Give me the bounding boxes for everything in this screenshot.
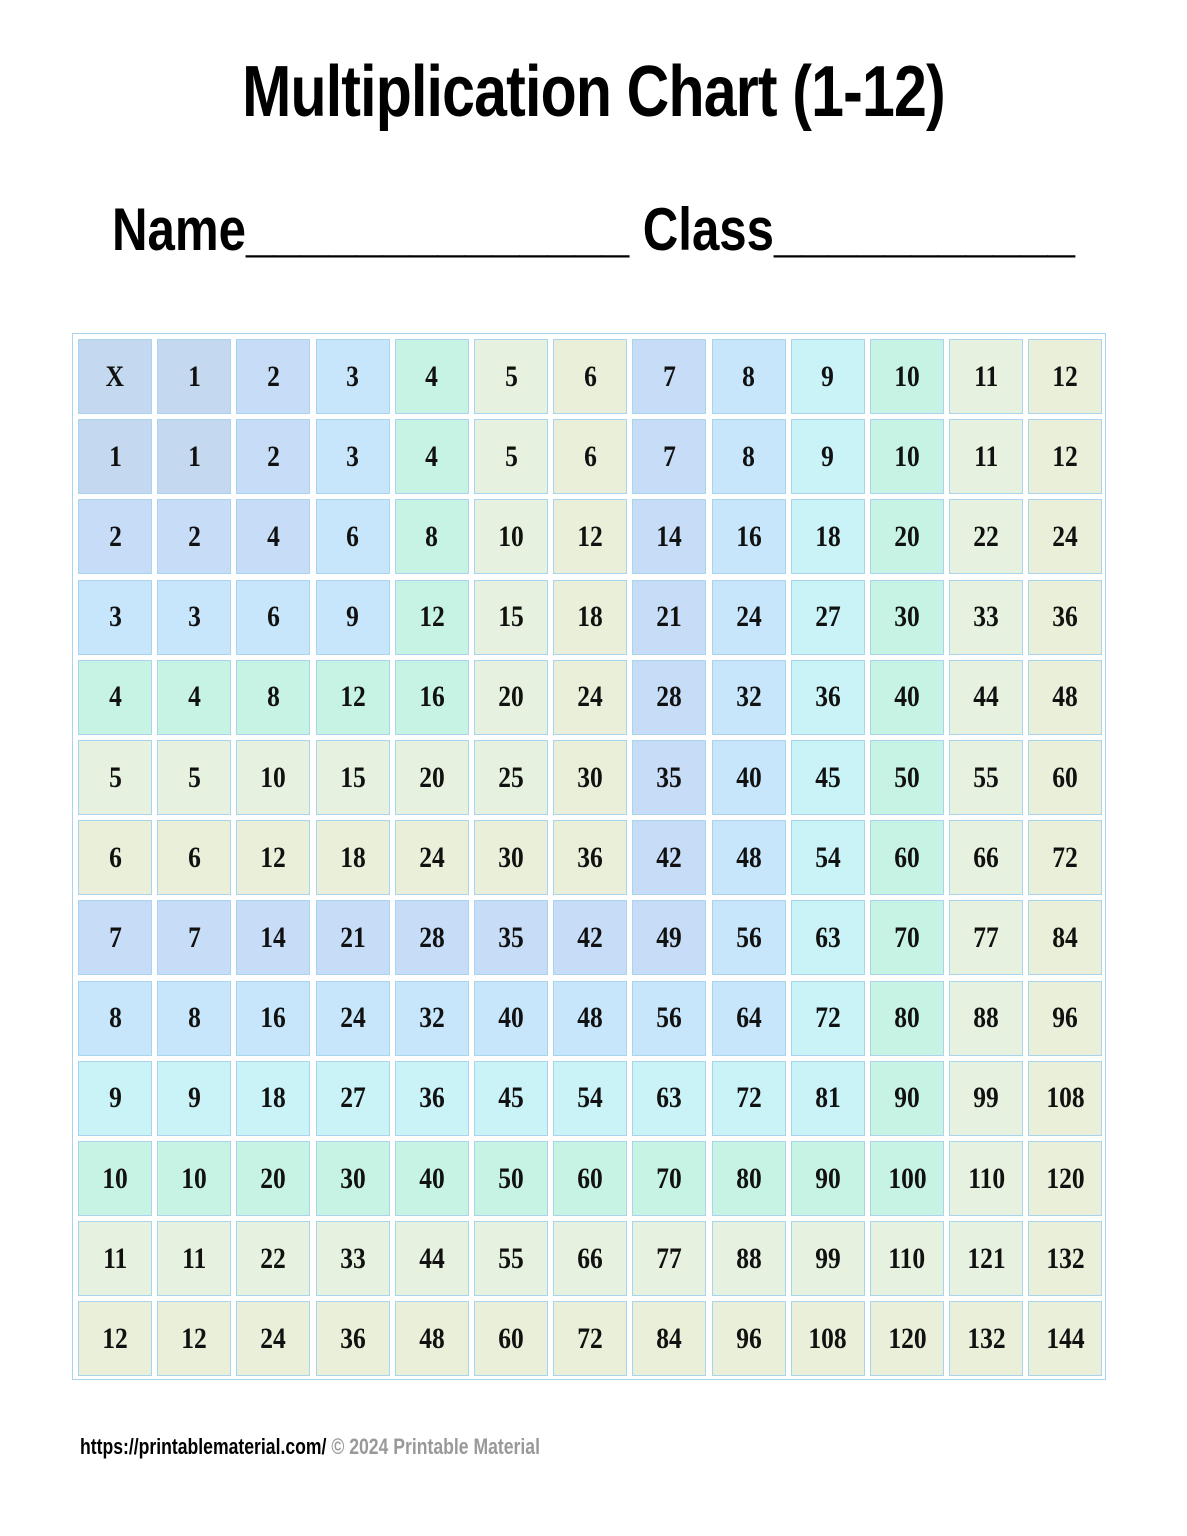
table-cell: 45 — [474, 1061, 548, 1136]
table-cell: 54 — [553, 1061, 627, 1136]
column-header: 11 — [949, 339, 1023, 414]
table-cell: 84 — [632, 1301, 706, 1376]
table-cell: 44 — [949, 660, 1023, 735]
table-cell: 12 — [553, 499, 627, 574]
column-header: 8 — [712, 339, 786, 414]
table-cell: 96 — [712, 1301, 786, 1376]
table-cell: 9 — [316, 580, 390, 655]
table-cell: 24 — [553, 660, 627, 735]
table-cell: 24 — [395, 820, 469, 895]
column-header: 7 — [632, 339, 706, 414]
table-cell: 7 — [632, 419, 706, 494]
table-cell: 36 — [316, 1301, 390, 1376]
column-header: 9 — [791, 339, 865, 414]
table-cell: 60 — [553, 1141, 627, 1216]
table-cell: 72 — [1028, 820, 1102, 895]
table-cell: 8 — [236, 660, 310, 735]
column-header: 10 — [870, 339, 944, 414]
table-cell: 40 — [474, 981, 548, 1056]
table-cell: 24 — [712, 580, 786, 655]
column-header: 12 — [1028, 339, 1102, 414]
column-header: 2 — [236, 339, 310, 414]
table-cell: 132 — [1028, 1221, 1102, 1296]
table-cell: 80 — [870, 981, 944, 1056]
table-cell: 56 — [632, 981, 706, 1056]
table-cell: 70 — [870, 900, 944, 975]
table-cell: 33 — [949, 580, 1023, 655]
table-cell: 10 — [474, 499, 548, 574]
table-cell: 3 — [157, 580, 231, 655]
table-cell: 60 — [474, 1301, 548, 1376]
table-cell: 72 — [712, 1061, 786, 1136]
table-cell: 54 — [791, 820, 865, 895]
table-cell: 11 — [157, 1221, 231, 1296]
table-cell: 60 — [870, 820, 944, 895]
table-cell: 63 — [791, 900, 865, 975]
table-cell: 18 — [553, 580, 627, 655]
table-cell: 30 — [474, 820, 548, 895]
table-cell: 48 — [395, 1301, 469, 1376]
table-cell: 48 — [712, 820, 786, 895]
table-cell: 27 — [316, 1061, 390, 1136]
table-cell: 18 — [316, 820, 390, 895]
table-cell: 32 — [395, 981, 469, 1056]
table-cell: 27 — [791, 580, 865, 655]
table-cell: 28 — [395, 900, 469, 975]
row-header: 3 — [78, 580, 152, 655]
row-header: 10 — [78, 1141, 152, 1216]
table-cell: 32 — [712, 660, 786, 735]
table-cell: 15 — [316, 740, 390, 815]
table-cell: 110 — [949, 1141, 1023, 1216]
row-header: 2 — [78, 499, 152, 574]
row-header: 6 — [78, 820, 152, 895]
table-cell: 24 — [316, 981, 390, 1056]
table-cell: 84 — [1028, 900, 1102, 975]
table-cell: 144 — [1028, 1301, 1102, 1376]
table-cell: 20 — [395, 740, 469, 815]
table-cell: 66 — [949, 820, 1023, 895]
table-cell: 96 — [1028, 981, 1102, 1056]
table-cell: 33 — [316, 1221, 390, 1296]
table-cell: 6 — [236, 580, 310, 655]
column-header: 3 — [316, 339, 390, 414]
table-cell: 9 — [157, 1061, 231, 1136]
table-cell: 50 — [870, 740, 944, 815]
table-cell: 8 — [157, 981, 231, 1056]
footer — [80, 1434, 540, 1460]
table-cell: 40 — [712, 740, 786, 815]
table-cell: 5 — [157, 740, 231, 815]
row-header: 12 — [78, 1301, 152, 1376]
table-cell: 42 — [553, 900, 627, 975]
table-cell: 1 — [157, 419, 231, 494]
table-cell: 22 — [236, 1221, 310, 1296]
footer-url: https://printablematerial.com/ — [80, 1434, 327, 1459]
row-header: 8 — [78, 981, 152, 1056]
row-header: 9 — [78, 1061, 152, 1136]
table-cell: 99 — [791, 1221, 865, 1296]
table-cell: 6 — [553, 419, 627, 494]
table-cell: 56 — [712, 900, 786, 975]
table-cell: 12 — [316, 660, 390, 735]
table-cell: 88 — [949, 981, 1023, 1056]
name-blank: ______________ — [245, 196, 630, 263]
table-cell: 44 — [395, 1221, 469, 1296]
table-cell: 72 — [791, 981, 865, 1056]
row-header: 4 — [78, 660, 152, 735]
table-cell: 108 — [791, 1301, 865, 1376]
table-cell: 4 — [395, 419, 469, 494]
table-cell: 12 — [157, 1301, 231, 1376]
student-fields — [107, 190, 1080, 270]
table-cell: 55 — [474, 1221, 548, 1296]
column-header: 1 — [157, 339, 231, 414]
table-cell: 2 — [157, 499, 231, 574]
table-cell: 90 — [791, 1141, 865, 1216]
table-cell: 72 — [553, 1301, 627, 1376]
table-cell: 63 — [632, 1061, 706, 1136]
table-cell: 4 — [157, 660, 231, 735]
table-cell: 15 — [474, 580, 548, 655]
table-cell: 30 — [316, 1141, 390, 1216]
table-corner: X — [78, 339, 152, 414]
table-cell: 77 — [949, 900, 1023, 975]
table-cell: 10 — [870, 419, 944, 494]
column-header: 5 — [474, 339, 548, 414]
table-cell: 40 — [395, 1141, 469, 1216]
table-cell: 42 — [632, 820, 706, 895]
name-label: Name — [111, 196, 246, 263]
table-cell: 80 — [712, 1141, 786, 1216]
column-header: 4 — [395, 339, 469, 414]
row-header: 7 — [78, 900, 152, 975]
table-cell: 2 — [236, 419, 310, 494]
table-cell: 6 — [316, 499, 390, 574]
row-header: 5 — [78, 740, 152, 815]
table-cell: 3 — [316, 419, 390, 494]
table-cell: 36 — [791, 660, 865, 735]
table-cell: 36 — [395, 1061, 469, 1136]
page-title: Multiplication Chart (1-12) — [242, 52, 945, 132]
table-cell: 12 — [236, 820, 310, 895]
table-cell: 12 — [395, 580, 469, 655]
table-cell: 88 — [712, 1221, 786, 1296]
table-cell: 36 — [1028, 580, 1102, 655]
table-cell: 55 — [949, 740, 1023, 815]
table-cell: 18 — [791, 499, 865, 574]
table-cell: 50 — [474, 1141, 548, 1216]
table-cell: 21 — [632, 580, 706, 655]
table-cell: 64 — [712, 981, 786, 1056]
table-cell: 81 — [791, 1061, 865, 1136]
table-cell: 77 — [632, 1221, 706, 1296]
table-cell: 24 — [1028, 499, 1102, 574]
table-cell: 10 — [157, 1141, 231, 1216]
row-header: 11 — [78, 1221, 152, 1296]
table-cell: 110 — [870, 1221, 944, 1296]
footer-copyright: © 2024 Printable Material — [326, 1434, 540, 1459]
table-cell: 10 — [236, 740, 310, 815]
table-cell: 70 — [632, 1141, 706, 1216]
table-cell: 16 — [236, 981, 310, 1056]
table-cell: 121 — [949, 1221, 1023, 1296]
table-cell: 132 — [949, 1301, 1023, 1376]
table-cell: 11 — [949, 419, 1023, 494]
table-cell: 16 — [395, 660, 469, 735]
table-cell: 6 — [157, 820, 231, 895]
multiplication-table — [72, 333, 1106, 1380]
class-blank: ___________ — [774, 196, 1076, 263]
table-cell: 60 — [1028, 740, 1102, 815]
table-cell: 18 — [236, 1061, 310, 1136]
table-cell: 4 — [236, 499, 310, 574]
table-cell: 8 — [395, 499, 469, 574]
table-cell: 9 — [791, 419, 865, 494]
column-header: 6 — [553, 339, 627, 414]
table-cell: 40 — [870, 660, 944, 735]
table-cell: 99 — [949, 1061, 1023, 1136]
table-cell: 20 — [870, 499, 944, 574]
table-cell: 30 — [870, 580, 944, 655]
table-cell: 28 — [632, 660, 706, 735]
table-cell: 5 — [474, 419, 548, 494]
row-header: 1 — [78, 419, 152, 494]
table-cell: 7 — [157, 900, 231, 975]
table-cell: 14 — [632, 499, 706, 574]
table-cell: 16 — [712, 499, 786, 574]
table-cell: 20 — [236, 1141, 310, 1216]
table-cell: 24 — [236, 1301, 310, 1376]
table-cell: 120 — [1028, 1141, 1102, 1216]
table-cell: 48 — [553, 981, 627, 1056]
class-label: Class — [642, 196, 775, 263]
table-cell: 12 — [1028, 419, 1102, 494]
table-cell: 25 — [474, 740, 548, 815]
table-cell: 108 — [1028, 1061, 1102, 1136]
table-cell: 100 — [870, 1141, 944, 1216]
table-cell: 48 — [1028, 660, 1102, 735]
table-cell: 20 — [474, 660, 548, 735]
table-cell: 45 — [791, 740, 865, 815]
table-cell: 90 — [870, 1061, 944, 1136]
table-cell: 30 — [553, 740, 627, 815]
table-cell: 21 — [316, 900, 390, 975]
table-cell: 35 — [632, 740, 706, 815]
table-cell: 8 — [712, 419, 786, 494]
table-cell: 36 — [553, 820, 627, 895]
table-cell: 49 — [632, 900, 706, 975]
table-cell: 35 — [474, 900, 548, 975]
table-cell: 120 — [870, 1301, 944, 1376]
table-cell: 66 — [553, 1221, 627, 1296]
table-cell: 22 — [949, 499, 1023, 574]
table-cell: 14 — [236, 900, 310, 975]
